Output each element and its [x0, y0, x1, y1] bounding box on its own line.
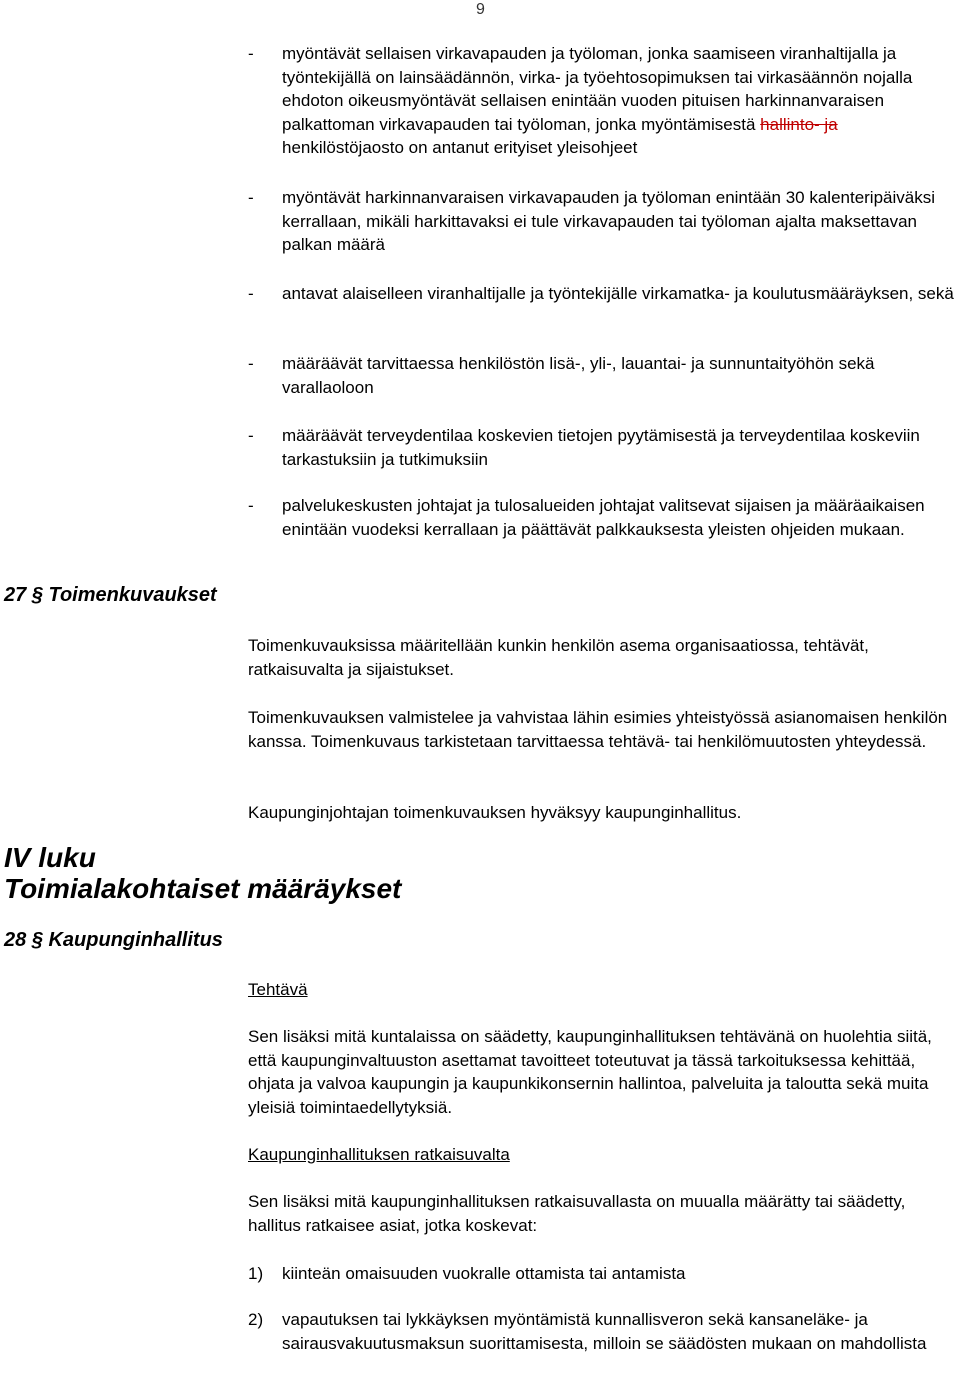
chapter-number: IV luku: [4, 842, 96, 873]
section-heading-28: 28 § Kaupunginhallitus: [4, 929, 223, 951]
section-paragraph: Sen lisäksi mitä kaupunginhallituksen ratkaisuvallasta on muualla määrätty tai säädetty, hallitus ratkaisee asiat, jotka koskevat:: [248, 1192, 906, 1235]
list-item: [248, 282, 960, 306]
chapter-heading: [4, 842, 401, 904]
list-dash: -: [248, 188, 254, 207]
deleted-text: hallinto- ja: [760, 114, 838, 134]
item-number: 2): [248, 1310, 264, 1329]
numbered-item-text: kiinteän omaisuuden vuokralle ottamista tai antamista: [282, 1264, 686, 1283]
section-paragraph: Toimenkuvauksissa määritellään kunkin henkilön asema organisaatiossa, tehtävät, ratkaisuvalta ja sijaistukset.: [248, 636, 869, 679]
numbered-item: [248, 1308, 960, 1355]
list-item-text: antavat alaiselleen viranhaltijalle ja työntekijälle virkamatka- ja koulutusmääräyksen, sekä: [282, 284, 954, 303]
chapter-title: Toimialakohtaiset määräykset: [4, 873, 402, 904]
list-dash: -: [248, 354, 254, 373]
list-dash: -: [248, 426, 254, 445]
page-number: 9: [476, 1, 485, 18]
list-item: [248, 352, 960, 399]
list-item-text: määräävät tarvittaessa henkilöstön lisä-, yli-, lauantai- ja sunnuntaityöhön sekä varallaoloon: [282, 354, 875, 397]
list-item: [248, 186, 960, 257]
list-item-text: palvelukeskusten johtajat ja tulosalueiden johtajat valitsevat sijaisen ja määräaikaisen enintään vuodeksi kerrallaan ja päättävät palkkauksesta yleisten ohjeiden mukaan.: [282, 496, 925, 539]
list-item-text: [282, 42, 960, 160]
list-item-text-part: myöntävät sellaisen virkavapauden ja työloman, jonka saamiseen viranhaltijalla ja työntekijällä on lainsäädännön, virka- ja työehtosopimuksen tai virkasäännön nojalla ehdoton oikeusmyöntävät sellaisen enintään vuoden pituisen harkinnanvaraisen palkattoman virkavapauden tai työloman, jonka myöntämisestä: [282, 44, 913, 134]
list-item: [248, 424, 960, 471]
list-dash: -: [248, 496, 254, 515]
list-item-text: määräävät terveydentilaa koskevien tietojen pyytämisestä ja terveydentilaa koskeviin tarkastuksiin ja tutkimuksiin: [282, 426, 920, 469]
section-paragraph: Kaupunginjohtajan toimenkuvauksen hyväksyy kaupunginhallitus.: [248, 803, 742, 822]
subheading-tehtava: Tehtävä: [248, 980, 308, 999]
list-item: [248, 42, 960, 160]
list-dash: -: [248, 284, 254, 303]
section-paragraph: Toimenkuvauksen valmistelee ja vahvistaa lähin esimies yhteistyössä asianomaisen henkilön kanssa. Toimenkuvaus tarkistetaan tarvittaessa tehtävä- tai henkilömuutosten yhteydessä.: [248, 708, 948, 751]
item-number: 1): [248, 1264, 264, 1283]
subheading-ratkaisuvalta: Kaupunginhallituksen ratkaisuvalta: [248, 1145, 510, 1164]
numbered-item: [248, 1262, 960, 1286]
numbered-item-text: vapautuksen tai lykkäyksen myöntämistä kunnallisveron sekä kansaneläke- ja sairausvakuutusmaksun suorittamisesta, milloin se säädösten mukaan on mahdollista: [282, 1310, 927, 1353]
section-paragraph: Sen lisäksi mitä kuntalaissa on säädetty, kaupunginhallituksen tehtävänä on huolehtia siitä, että kaupunginvaltuuston asettamat tavoitteet toteutuvat ja tässä tarkoituksessa kehittää, ohjata ja valvoa kaupungin ja kaupunkikonsernin hallintoa, palveluita ja taloutta sekä muita yleisiä toimintaedellytyksiä.: [248, 1027, 932, 1117]
list-item-text: myöntävät harkinnanvaraisen virkavapauden ja työloman enintään 30 kalenteripäiväksi kerrallaan, mikäli harkittavaksi ei tule virkavapauden tai työloman ajalta maksettavan palkan määrä: [282, 188, 936, 254]
list-dash: -: [248, 44, 254, 63]
section-heading-27: 27 § Toimenkuvaukset: [4, 584, 217, 606]
list-item-text-part: henkilöstöjaosto on antanut erityiset yleisohjeet: [282, 138, 638, 157]
list-item: [248, 494, 960, 541]
